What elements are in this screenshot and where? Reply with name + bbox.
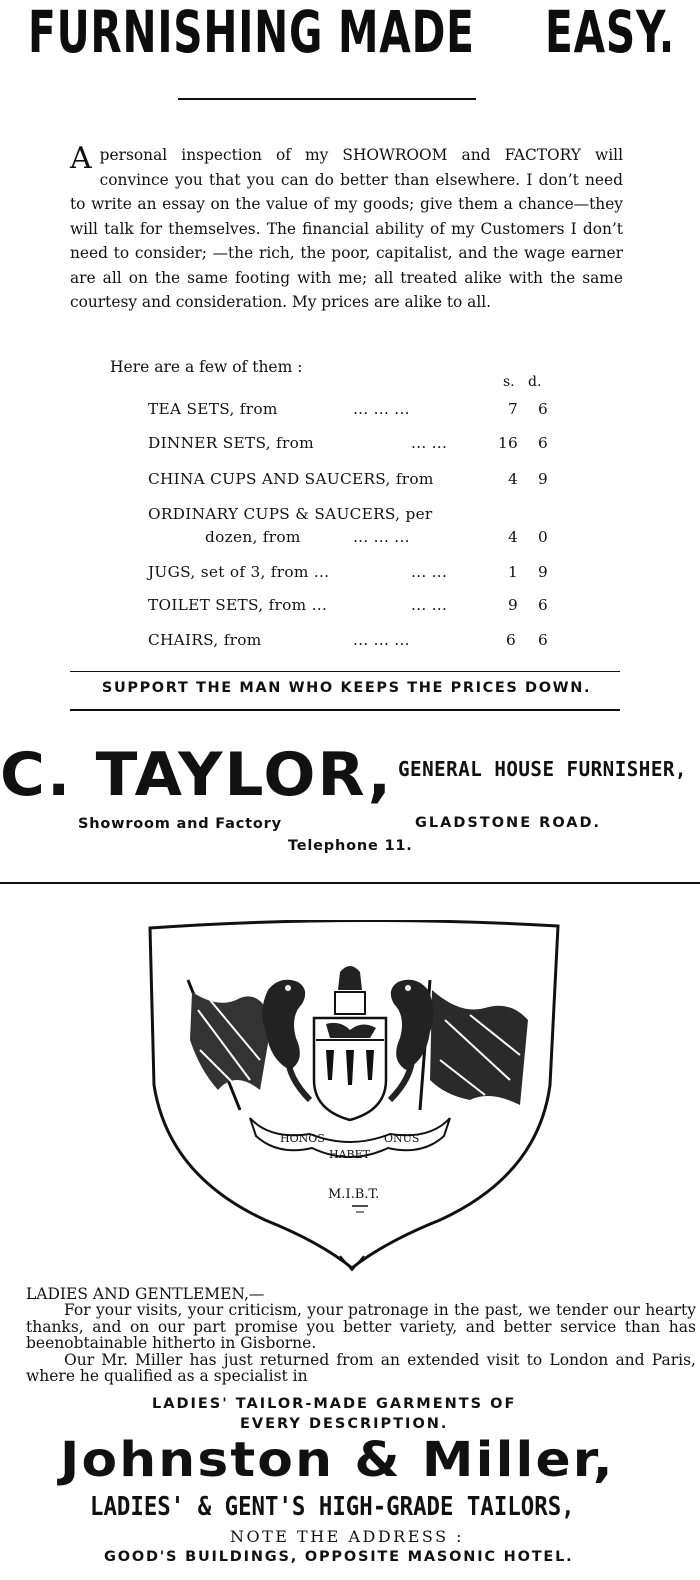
price-row [148, 596, 549, 614]
merchant-trade: GENERAL HOUSE FURNISHER, [398, 757, 687, 781]
item-pence: 0 [538, 528, 549, 546]
headline-word-1: FURNISHING [28, 0, 324, 66]
motto-right: ONUS [384, 1132, 420, 1145]
showroom-label: Showroom and Factory [78, 816, 282, 832]
price-row-continued [205, 528, 549, 546]
ad-divider [0, 882, 700, 884]
item-pence: 9 [538, 563, 549, 581]
item-name: TOILET SETS, from ... [148, 596, 328, 614]
left-flag-icon [188, 980, 272, 1110]
item-shillings: 9 [508, 596, 519, 614]
item-pence: 6 [538, 596, 549, 614]
item-name: JUGS, set of 3, from ... [148, 563, 330, 581]
item-shillings: 7 [508, 400, 519, 418]
address-note: NOTE THE ADDRESS : [230, 1527, 464, 1546]
specialist-paragraph: Our Mr. Miller has just returned from an extended visit to London and Paris, where he qualified as a specialist in [26, 1350, 696, 1385]
left-bird-icon [262, 980, 305, 1070]
ladies-body [26, 1302, 696, 1385]
item-pence: 9 [538, 470, 549, 488]
crest-caption: M.I.B.T. [328, 1187, 380, 1202]
col-shillings: s. [503, 374, 515, 390]
firm-address: GOOD'S BUILDINGS, OPPOSITE MASONIC HOTEL. [104, 1549, 574, 1565]
thanks-paragraph: For your visits, your criticism, your patronage in the past, we tender our hearty thanks, and on our part promise you better variety, and better service than has beenobtainable hitherto in Gisborne. [26, 1301, 696, 1352]
item-pence: 6 [538, 631, 549, 649]
motto-left: HONOS [280, 1132, 325, 1145]
headline-rule [178, 98, 476, 100]
item-pence: 6 [538, 400, 549, 418]
telephone: Telephone 11. [288, 838, 413, 854]
leader-dots: ... ... [411, 434, 448, 452]
item-name: CHAIRS, from [148, 631, 262, 649]
price-row [148, 470, 549, 488]
item-shillings: 4 [508, 470, 519, 488]
headline-word-3: EASY. [545, 0, 675, 66]
price-row [148, 563, 549, 581]
intro-text: personal inspection of my SHOWROOM and FACTORY will convince you that you can do better than elsewhere. I don’t need to write an essay on the value of my goods; give them a chance—they will talk for themselves. The financial ability of my Customers I don’t need to consider; —the rich, the poor, capitalist, and the wage earner are all on the same footing with me; all treated alike with the same courtesy and consideration. My prices are alike to all. [70, 146, 623, 311]
motto-center: HABET [329, 1148, 370, 1161]
item-name: CHINA CUPS AND SAUCERS, from [148, 470, 434, 488]
leader-dots: ... ... [411, 563, 448, 581]
merchant-address: GLADSTONE ROAD. [415, 815, 602, 831]
leader-dots: ... ... ... [353, 631, 410, 649]
price-row [148, 505, 433, 523]
leader-dots: ... ... ... [353, 528, 410, 546]
right-flag-icon [420, 980, 528, 1110]
price-list-intro: Here are a few of them : [110, 358, 303, 376]
specialty-line-2: EVERY DESCRIPTION. [240, 1416, 449, 1432]
firm-trade: LADIES' & GENT'S HIGH-GRADE TAILORS, [90, 1492, 575, 1522]
headline-word-2: MADE [338, 0, 475, 66]
slogan-rule-bottom [70, 709, 620, 711]
intro-paragraph [70, 143, 623, 315]
item-name-continued: dozen, from [205, 528, 301, 546]
price-row [148, 400, 549, 418]
leader-dots: ... ... ... [353, 400, 410, 418]
specialty-line-1: LADIES' TAILOR-MADE GARMENTS OF [152, 1396, 517, 1412]
item-shillings: 16 [498, 434, 519, 452]
salutation: LADIES AND GENTLEMEN,— [26, 1285, 265, 1303]
item-name: TEA SETS, from [148, 400, 278, 418]
drop-cap: A [70, 141, 92, 176]
item-pence: 6 [538, 434, 549, 452]
price-row [148, 434, 549, 452]
item-shillings: 4 [508, 528, 519, 546]
item-name: DINNER SETS, from [148, 434, 314, 452]
col-pence: d. [528, 374, 542, 390]
item-shillings: 1 [508, 563, 519, 581]
firm-name: Johnston & Miller, [60, 1432, 615, 1488]
item-shillings: 6 [506, 631, 517, 649]
merchant-name: C. TAYLOR, [0, 740, 394, 810]
headline [0, 0, 700, 68]
slogan-rule-top [70, 671, 620, 672]
leader-dots: ... ... [411, 596, 448, 614]
crest-illustration [140, 920, 565, 1272]
item-name: ORDINARY CUPS & SAUCERS, per [148, 505, 433, 523]
slogan: SUPPORT THE MAN WHO KEEPS THE PRICES DOWN. [101, 680, 592, 696]
price-row [148, 631, 549, 649]
